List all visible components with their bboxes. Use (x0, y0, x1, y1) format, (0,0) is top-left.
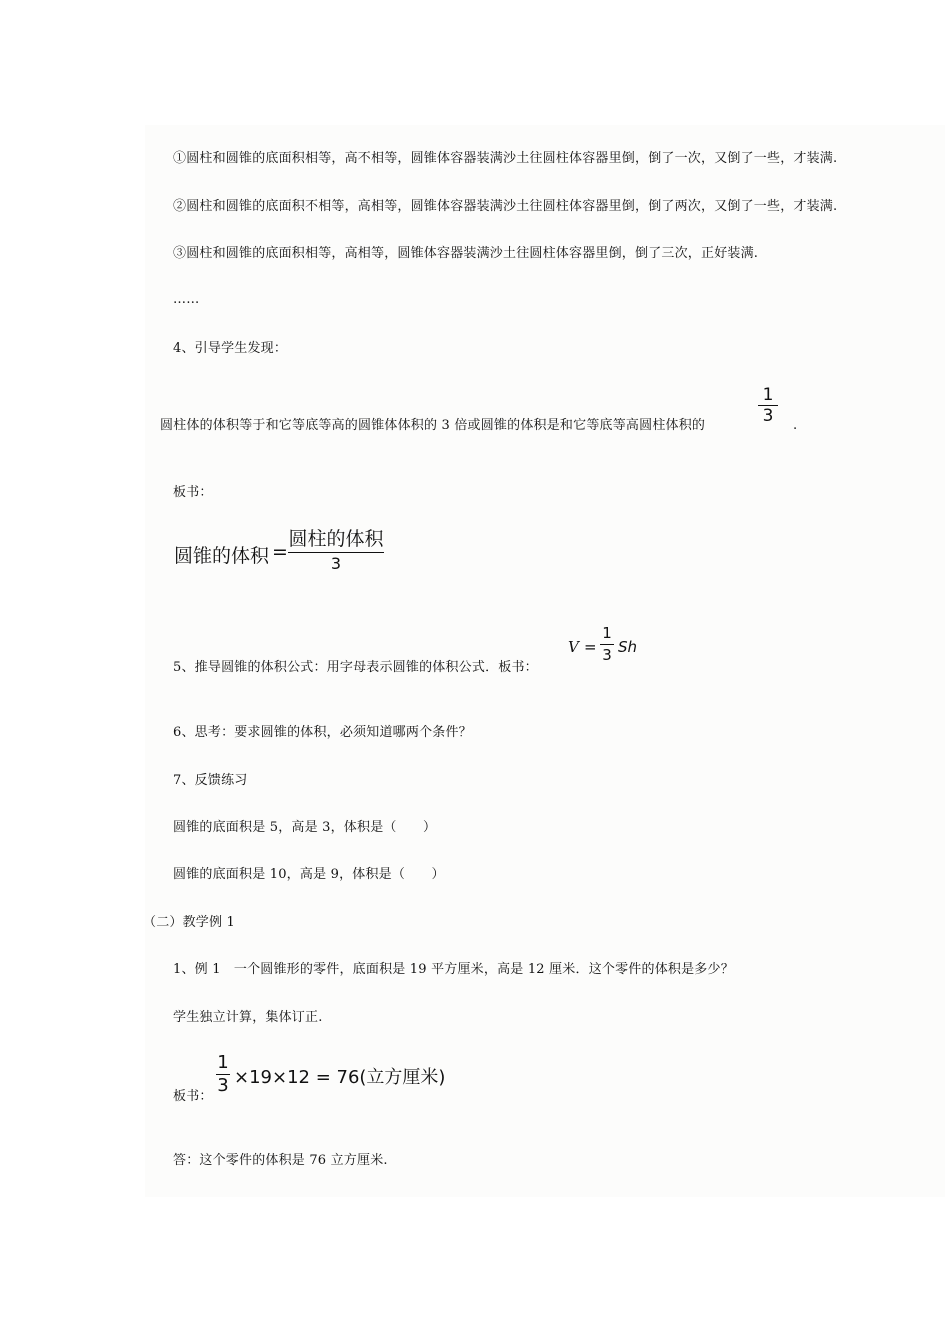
board-label-2: 板书： (173, 1089, 213, 1104)
calc-denominator: 3 (217, 1075, 229, 1096)
exercise-2: 圆锥的底面积是 10，高是 9，体积是（ ） (173, 867, 445, 882)
step-4: 4、引导学生发现： (173, 341, 288, 356)
formula-equals: = (272, 541, 288, 563)
formula-fraction (288, 527, 384, 574)
formula-denominator: 3 (330, 554, 342, 573)
board-label-1: 板书： (173, 485, 213, 500)
fraction-numerator: 1 (762, 385, 774, 405)
formula-equals-2: = (584, 638, 597, 656)
formula-numerator-2: 1 (602, 624, 612, 642)
discovery-text: 圆柱体的体积等于和它等底等高的圆锥体体积的 3 倍或圆锥的体积是和它等底等高圆柱体积的 (160, 418, 706, 433)
step-5: 5、推导圆锥的体积公式：用字母表示圆锥的体积公式．板书： (173, 660, 538, 675)
paragraph-1: ①圆柱和圆锥的底面积相等，高不相等，圆锥体容器装满沙土往圆柱体容器里倒，倒了一次，又倒了一些，才装满. (173, 151, 838, 166)
paragraph-2: ②圆柱和圆锥的底面积不相等，高相等，圆锥体容器装满沙土往圆柱体容器里倒，倒了两次，又倒了一些，才装满. (173, 199, 838, 214)
cone-volume-letter-formula (568, 624, 658, 674)
formula-denominator-2: 3 (602, 646, 612, 664)
answer: 答：这个零件的体积是 76 立方厘米. (173, 1153, 388, 1168)
formula-fraction-2 (600, 624, 614, 665)
calc-rhs: ×19×12 = 76(立方厘米) (234, 1067, 446, 1088)
formula-bar (288, 552, 384, 553)
formula-numerator: 圆柱的体积 (288, 528, 384, 550)
exercise-1: 圆锥的底面积是 5，高是 3，体积是（ ） (173, 820, 437, 835)
formula-sh: Sh (618, 638, 638, 656)
example-1: 1、例 1 一个圆锥形的零件，底面积是 19 平方厘米，高是 12 厘米．这个零件的体积是多少？ (173, 962, 734, 977)
student-calc: 学生独立计算，集体订正. (173, 1010, 323, 1025)
section-2-heading: （二）教学例 1 (143, 915, 236, 930)
formula-bar-2 (600, 644, 614, 645)
ellipsis: …… (173, 292, 200, 307)
paragraph-3: ③圆柱和圆锥的底面积相等，高相等，圆锥体容器装满沙土往圆柱体容器里倒，倒了三次，正好装满. (173, 246, 759, 261)
formula-v: V (568, 638, 579, 656)
cone-volume-word-formula (174, 527, 394, 579)
one-third-fraction (758, 386, 778, 425)
step-6: 6、思考：要求圆锥的体积，必须知道哪两个条件？ (173, 725, 472, 740)
discovery-period: . (793, 418, 798, 433)
fraction-denominator: 3 (762, 406, 774, 426)
calc-numerator: 1 (217, 1052, 229, 1073)
formula-lhs: 圆锥的体积 (174, 545, 270, 567)
step-7: 7、反馈练习 (173, 773, 248, 788)
example-calc-formula (216, 1053, 446, 1101)
calc-fraction (216, 1053, 230, 1096)
